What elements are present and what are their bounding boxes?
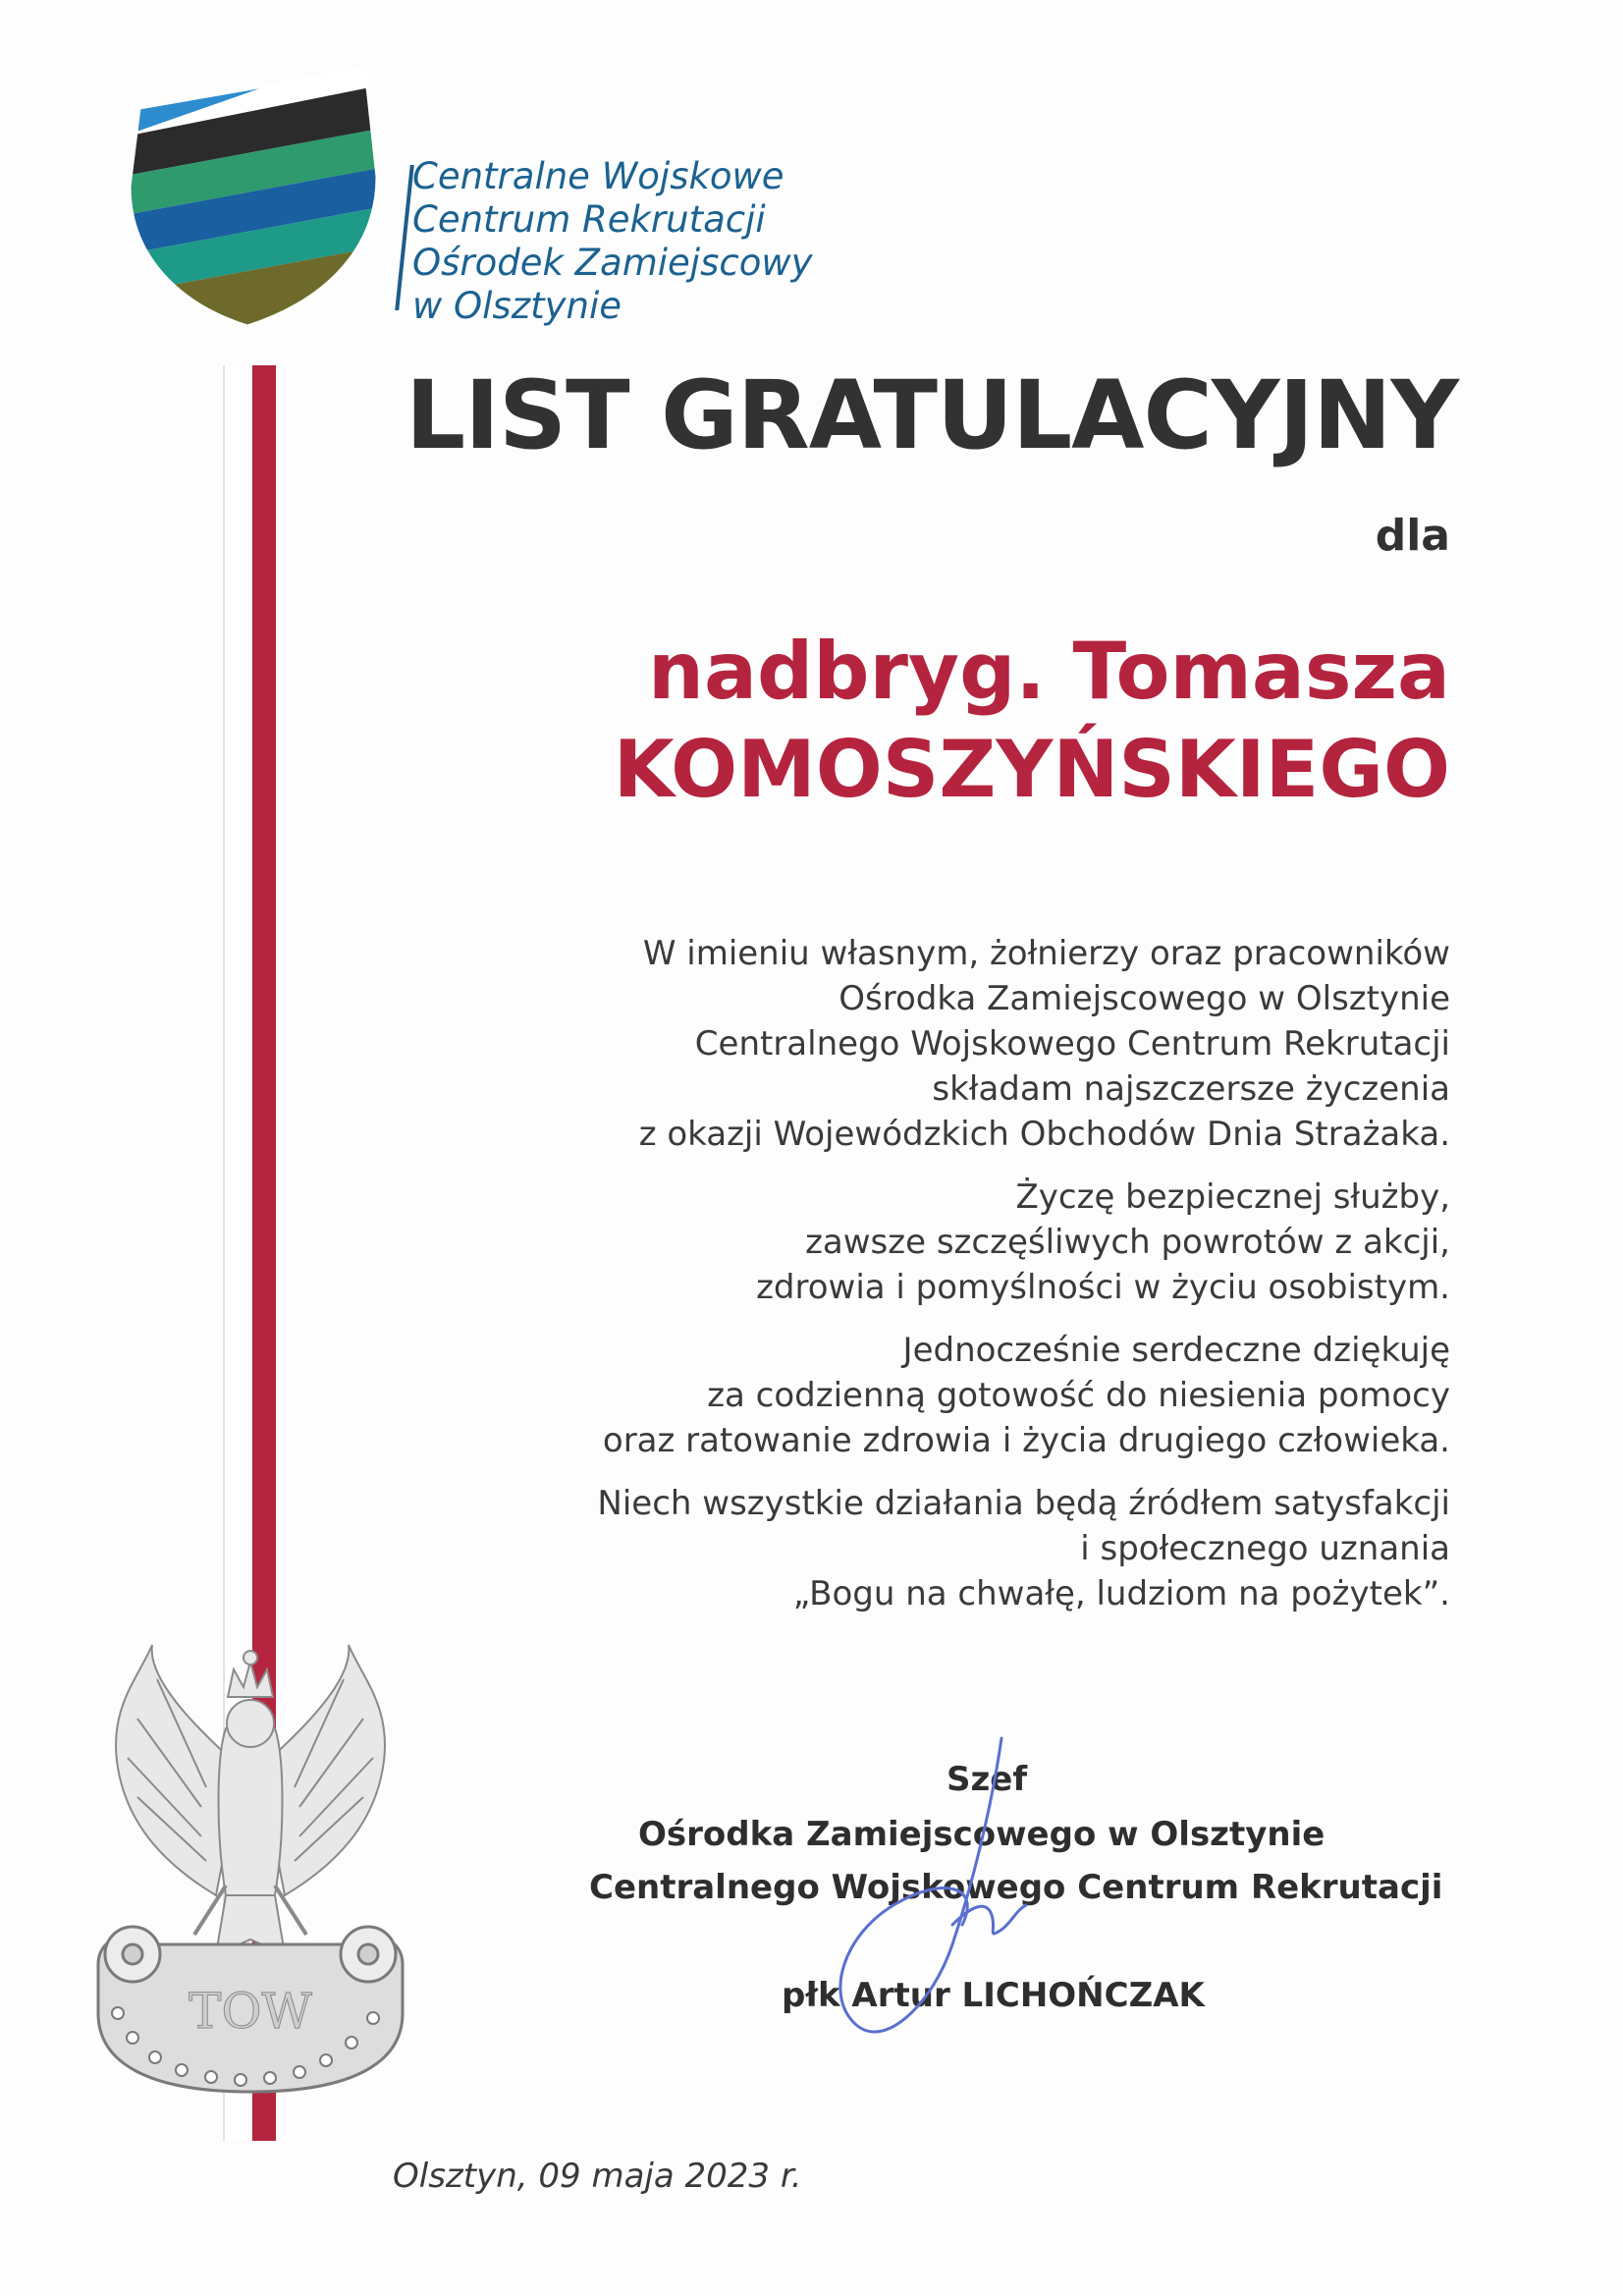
emblem-tow-text: TOW — [189, 1983, 312, 2040]
signer-unit-line-2: Centralnego Wojskowego Centrum Rekrutacji — [589, 1868, 1443, 1907]
org-line-2: Centrum Rekrutacji — [412, 198, 766, 241]
paragraph-1 — [468, 931, 1450, 1157]
body-line: W imieniu własnym, żołnierzy oraz pracowników — [642, 934, 1450, 973]
recipient-line-2: KOMOSZYŃSKIEGO — [613, 724, 1450, 815]
document-title: LIST GRATULACYJNY — [406, 360, 1458, 470]
body-line: Ośrodka Zamiejscowego w Olsztynie — [839, 979, 1450, 1018]
recipient-name — [614, 623, 1450, 819]
military-eagle-emblem — [79, 1640, 422, 2111]
body-line: oraz ratowanie zdrowia i życia drugiego człowieka. — [602, 1421, 1450, 1460]
body-line: zawsze szczęśliwych powrotów z akcji, — [805, 1223, 1450, 1262]
letter-body — [468, 931, 1450, 1634]
body-line: i społecznego uznania — [1080, 1529, 1450, 1568]
handwritten-signature — [815, 1728, 1070, 2062]
body-line: z okazji Wojewódzkich Obchodów Dnia Strażaka. — [638, 1115, 1450, 1154]
body-line: Życzę bezpiecznej służby, — [1015, 1177, 1450, 1217]
cwcr-shield-logo — [120, 69, 385, 326]
for-label: dla — [1375, 511, 1450, 561]
org-line-4: w Olsztynie — [412, 285, 622, 327]
body-line: za codzienną gotowość do niesienia pomocy — [707, 1376, 1450, 1415]
org-line-3: Ośrodek Zamiejscowy — [412, 242, 813, 284]
paragraph-2 — [468, 1175, 1450, 1310]
body-line: Centralnego Wojskowego Centrum Rekrutacji — [694, 1024, 1450, 1064]
body-line: „Bogu na chwałę, ludziom na pożytek”. — [792, 1574, 1450, 1613]
body-line: Jednocześnie serdeczne dziękuję — [902, 1331, 1450, 1370]
recipient-line-1: nadbryg. Tomasza — [648, 626, 1450, 717]
org-line-1: Centralne Wojskowe — [412, 155, 784, 197]
place-date: Olsztyn, 09 maja 2023 r. — [393, 2157, 802, 2196]
body-line: Niech wszystkie działania będą źródłem satysfakcji — [597, 1484, 1450, 1523]
signer-name: płk Artur LICHOŃCZAK — [782, 1976, 1205, 2015]
paragraph-3 — [468, 1328, 1450, 1463]
paragraph-4 — [468, 1481, 1450, 1616]
signer-unit-line-1: Ośrodka Zamiejscowego w Olsztynie — [638, 1815, 1325, 1854]
signer-title: Szef — [947, 1760, 1028, 1799]
organization-name — [412, 155, 813, 328]
body-line: zdrowia i pomyślności w życiu osobistym. — [756, 1268, 1450, 1307]
body-line: składam najszczersze życzenia — [932, 1069, 1450, 1109]
org-divider — [395, 165, 414, 310]
